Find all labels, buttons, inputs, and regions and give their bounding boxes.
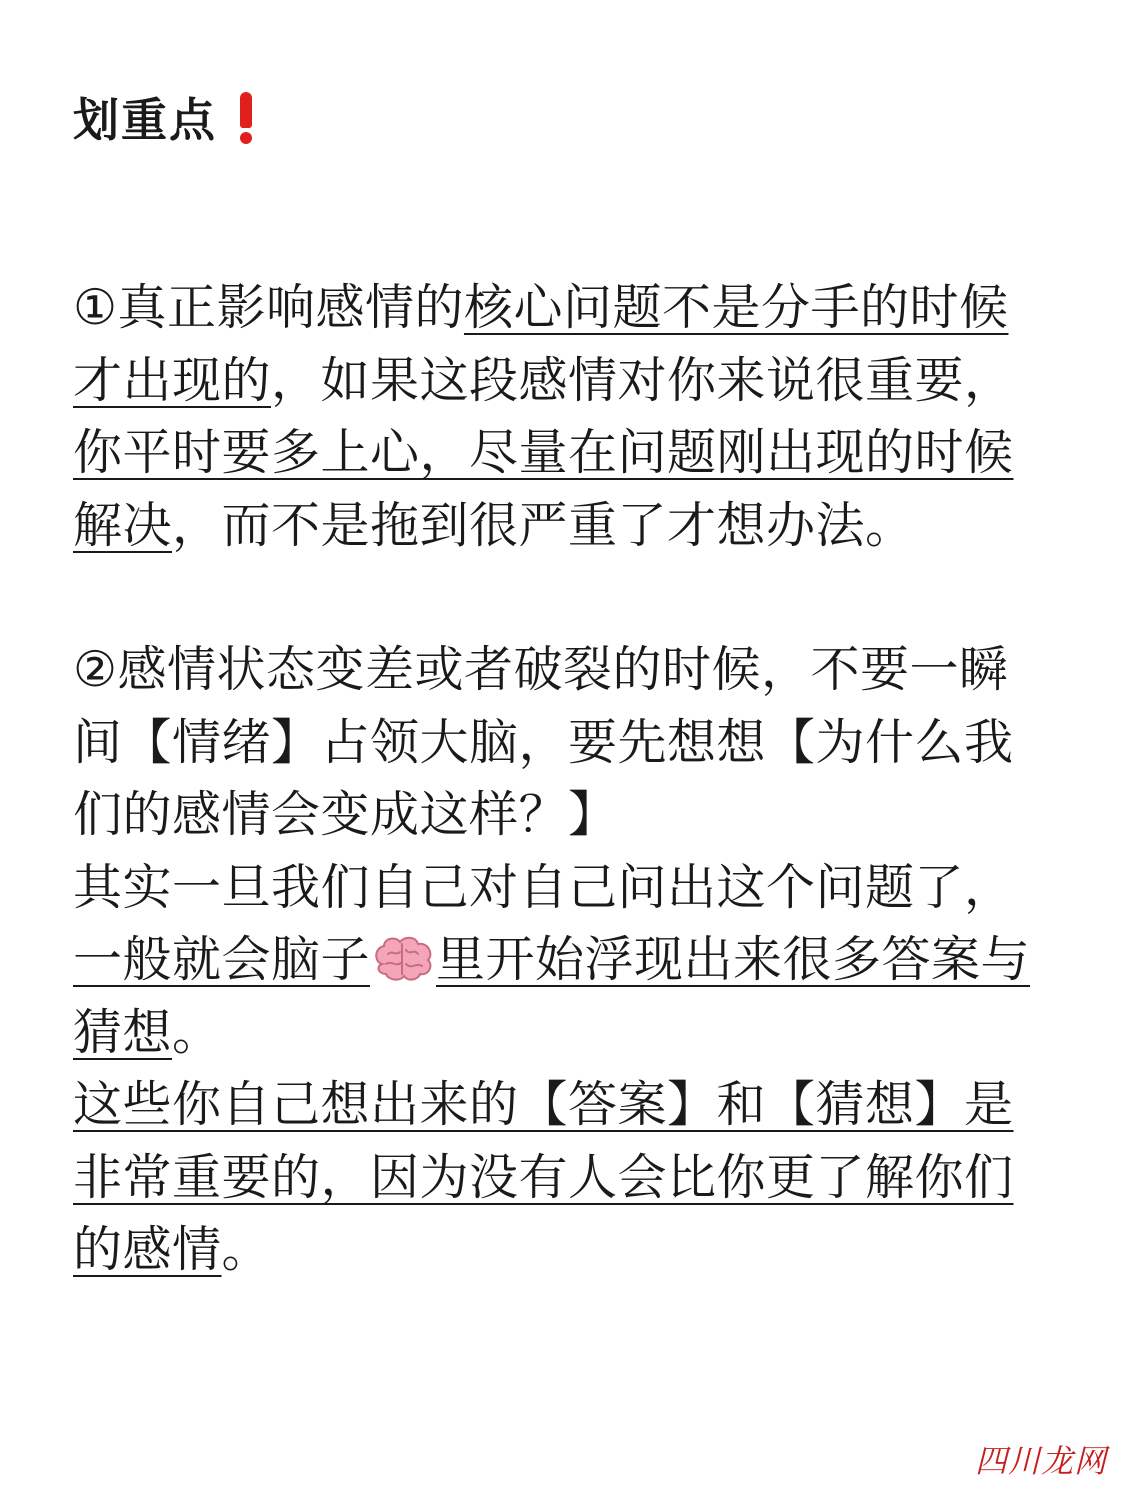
point-one-highlight: 核心问题不是分手的时候才出现的 bbox=[73, 279, 1009, 409]
point-one-highlight-2: 你平时要多上心，尽量在问题刚出现的时候解决 bbox=[73, 424, 1014, 554]
point-one-marker: ① bbox=[73, 279, 118, 336]
point-two-highlight-a: 一般就会脑子 bbox=[73, 931, 371, 988]
heading bbox=[73, 80, 1033, 160]
point-two-paragraph bbox=[73, 634, 1033, 1287]
watermark: 四川龙网 bbox=[974, 1442, 1107, 1480]
point-two-highlight-b: 里开始浮现出来很多答案与猜想 bbox=[73, 931, 1031, 1061]
point-two-text: 感情状态变差或者破裂的时候，不要一瞬间【情绪】占领大脑，要先想想【为什么我们的感情会变成这样？】 bbox=[73, 641, 1014, 843]
point-one-text-3: ，而不是拖到很严重了才想办法。 bbox=[172, 496, 915, 554]
brain-emoji-icon bbox=[372, 934, 434, 984]
heading-text: 划重点 bbox=[73, 93, 217, 147]
red-exclamation-icon bbox=[239, 92, 253, 144]
point-one-text-2: ，如果这段感情对你来说很重要， bbox=[271, 351, 1014, 409]
point-one-text: 真正影响感情的 bbox=[117, 279, 464, 336]
point-two-text-3: 。 bbox=[172, 1003, 222, 1061]
point-two-text-4: 。 bbox=[221, 1221, 272, 1278]
point-two-highlight-2: 这些你自己想出来的【答案】和【猜想】是非常重要的，因为没有人会比你更了解你们的感情 bbox=[73, 1076, 1014, 1278]
point-two-text-2: 其实一旦我们自己对自己问出这个问题了， bbox=[73, 858, 1014, 916]
point-two-marker: ② bbox=[73, 641, 118, 698]
note-page bbox=[73, 80, 1033, 1287]
point-one-paragraph bbox=[73, 272, 1033, 562]
